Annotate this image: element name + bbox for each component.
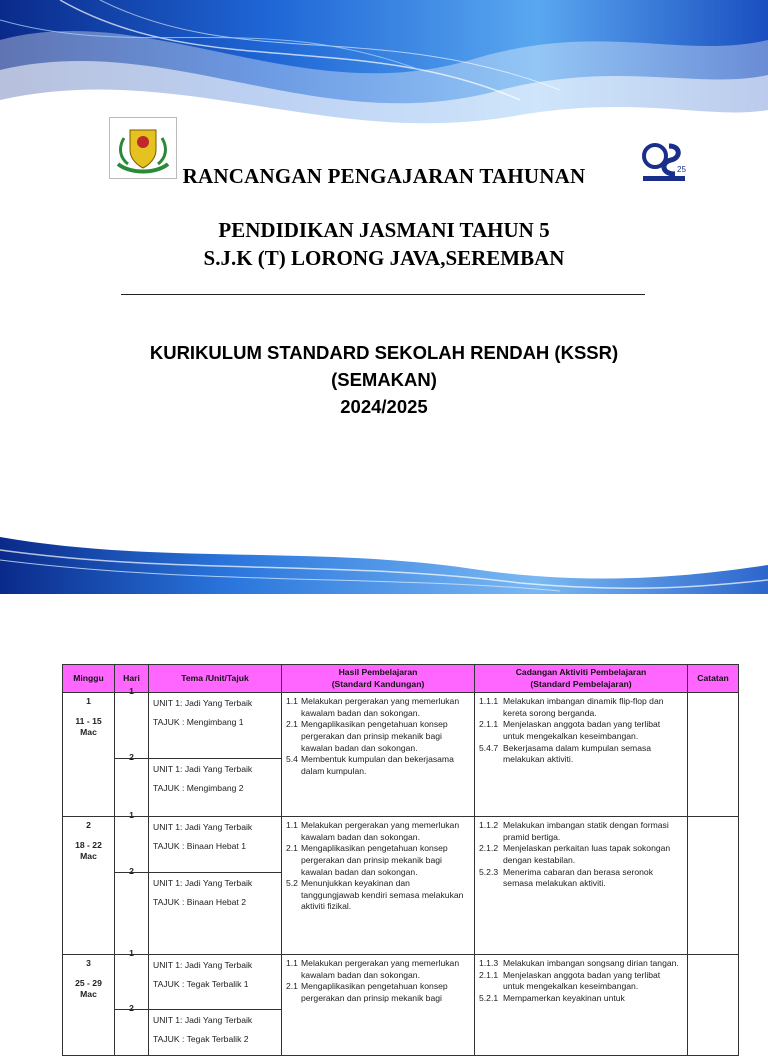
hp-item <box>286 719 470 754</box>
ap-code: 1.1.3 <box>479 958 499 969</box>
ap-item <box>479 719 683 742</box>
unit-unit: UNIT 1: Jadi Yang Terbaik <box>153 822 253 833</box>
day-cell <box>115 810 149 873</box>
aktiviti-cell <box>475 817 688 955</box>
ap-text: Menjelaskan anggota badan yang terlibat untuk mengekalkan keseimbangan. <box>503 969 661 992</box>
header-tema: Tema /Unit/Tajuk <box>149 665 282 693</box>
hp-code: 5.2 <box>286 878 298 889</box>
aktiviti-cell <box>475 955 688 1056</box>
hp-item <box>286 820 470 843</box>
unit-tajuk: TAJUK : Binaan Hebat 2 <box>153 896 246 907</box>
ap-text: Menerima cabaran dan berasa seronok semasa melakukan aktiviti. <box>503 866 654 889</box>
unit-tajuk: TAJUK : Mengimbang 2 <box>153 782 244 793</box>
anniversary-logo-number: 25 <box>677 165 686 174</box>
header-ap-line1: Cadangan Aktiviti Pembelajaran <box>515 667 647 677</box>
week-minggu: 1 <box>86 696 91 707</box>
week-cell <box>63 955 115 1056</box>
day-number: 2 <box>129 1003 134 1014</box>
ap-code: 1.1.1 <box>479 696 499 707</box>
hp-item <box>286 958 470 981</box>
ap-text: Menjelaskan anggota badan yang terlibat untuk mengekalkan keseimbangan. <box>503 719 661 741</box>
curriculum-line-1: KURIKULUM STANDARD SEKOLAH RENDAH (KSSR) <box>149 342 619 363</box>
unit-tajuk: TAJUK : Mengimbang 1 <box>153 716 244 727</box>
lesson-plan-page <box>0 594 768 1044</box>
ap-item <box>479 843 683 866</box>
hp-text: Melakukan pergerakan yang memerlukan kawalam badan dan sokongan. <box>301 696 460 718</box>
unit-cell <box>149 873 282 955</box>
day-cell <box>115 752 149 817</box>
ap-text: Melakukan imbangan statik dengan formasi pramid bertiga. <box>503 820 669 842</box>
aktiviti-cell <box>475 693 688 817</box>
unit-cell <box>149 693 282 759</box>
week-tarikh: 18 - 22 <box>75 839 102 850</box>
ap-text: Melakukan imbangan dinamik flip-flop dan kereta sorong berganda. <box>503 696 664 718</box>
hp-text: Mengaplikasikan pengetahuan konsep pergerakan dan prinsip mekanik bagi kawalan badan dan sokongan. <box>301 719 448 753</box>
hp-code: 2.1 <box>286 981 298 992</box>
header-hasil-pembelajaran <box>282 665 475 693</box>
hp-item <box>286 754 470 777</box>
hp-item <box>286 878 470 913</box>
catatan-cell <box>688 693 739 817</box>
hp-item <box>286 696 470 719</box>
hp-code: 1.1 <box>286 958 298 969</box>
ap-code: 5.2.3 <box>479 866 499 877</box>
unit-unit: UNIT 1: Jadi Yang Terbaik <box>153 960 253 971</box>
unit-tajuk: TAJUK : Tegak Terbalik 1 <box>153 978 249 989</box>
hp-code: 1.1 <box>286 820 298 831</box>
catatan-cell <box>688 817 739 955</box>
day-cell <box>115 866 149 955</box>
hasil-pembelajaran-cell <box>282 817 475 955</box>
ap-text: Menjelaskan perkaitan luas tapak sokongan dengan kestabilan. <box>503 843 671 865</box>
unit-cell <box>149 955 282 1010</box>
ap-code: 5.4.7 <box>479 742 499 753</box>
unit-tajuk: TAJUK : Tegak Terbalik 2 <box>153 1033 249 1044</box>
ap-item <box>479 958 683 970</box>
curriculum-line-2: (SEMAKAN) <box>331 369 437 390</box>
table-row <box>63 693 739 759</box>
day-cell <box>115 1003 149 1056</box>
hp-item <box>286 843 470 878</box>
week-bulan: Mac <box>80 851 97 862</box>
ap-code: 2.1.1 <box>479 719 499 730</box>
ap-text: Melakukan imbangan songsang dirian tangan. <box>503 958 679 969</box>
catatan-cell <box>688 955 739 1056</box>
header-hp-line2: (Standard Kandungan) <box>331 678 425 689</box>
unit-cell <box>149 817 282 873</box>
day-number: 1 <box>129 686 134 697</box>
ap-code: 2.1.1 <box>479 969 499 980</box>
hp-text: Menunjukkan keyakinan dan tanggungjawab kendiri semasa melakukan aktiviti fizikal. <box>301 878 464 912</box>
week-tarikh: 25 - 29 <box>75 977 102 988</box>
blue-wave-banner-bottom <box>0 525 768 594</box>
hp-text: Melakukan pergerakan yang memerlukan kawalam badan dan sokongan. <box>301 820 460 842</box>
hp-item <box>286 981 470 1004</box>
header-cadangan-aktiviti <box>475 665 688 693</box>
ap-item <box>479 970 683 993</box>
ap-text: Mempamerkan keyakinan untuk <box>503 992 625 1003</box>
table-row <box>63 955 739 1010</box>
unit-cell <box>149 759 282 817</box>
day-number: 1 <box>129 810 134 821</box>
week-minggu: 2 <box>86 820 91 831</box>
hasil-pembelajaran-cell <box>282 955 475 1056</box>
cover-title: RANCANGAN PENGAJARAN TAHUNAN <box>182 164 586 188</box>
hp-code: 2.1 <box>286 719 298 730</box>
divider-line <box>121 294 645 295</box>
ap-item <box>479 743 683 766</box>
ap-item <box>479 867 683 890</box>
hp-code: 5.4 <box>286 754 298 765</box>
ap-text: Bekerjasama dalam kumpulan semasa melakukan aktiviti. <box>503 742 652 765</box>
unit-cell <box>149 1010 282 1056</box>
unit-unit: UNIT 1: Jadi Yang Terbaik <box>153 698 253 709</box>
hp-text: Mengaplikasikan pengetahuan konsep pergerakan dan prinsip mekanik bagi <box>301 981 448 1003</box>
hp-text: Melakukan pergerakan yang memerlukan kawalam badan dan sokongan. <box>301 958 460 980</box>
unit-unit: UNIT 1: Jadi Yang Terbaik <box>153 764 253 775</box>
header-hari: Hari <box>115 665 149 693</box>
hasil-pembelajaran-cell <box>282 693 475 817</box>
day-number: 2 <box>129 752 134 763</box>
ap-code: 5.2.1 <box>479 992 499 1003</box>
academic-year: 2024/2025 <box>340 396 428 417</box>
header-minggu: Minggu <box>63 665 115 693</box>
ap-item <box>479 820 683 843</box>
week-tarikh: 11 - 15 <box>75 715 102 726</box>
day-cell <box>115 948 149 1010</box>
week-minggu: 3 <box>86 958 91 969</box>
hp-text: Mengaplikasikan pengetahuan konsep pergerakan dan prinsip mekanik bagi kawalan badan dan sokongan. <box>301 843 448 877</box>
table-header-row <box>63 665 739 693</box>
hp-code: 1.1 <box>286 696 298 707</box>
cover-subject: PENDIDIKAN JASMANI TAHUN 5 <box>218 218 550 242</box>
header-hp-line1: Hasil Pembelajaran <box>338 667 418 677</box>
unit-tajuk: TAJUK : Binaan Hebat 1 <box>153 840 246 851</box>
week-cell <box>63 817 115 955</box>
week-cell <box>63 693 115 817</box>
week-bulan: Mac <box>80 989 97 1000</box>
ap-item <box>479 993 683 1005</box>
day-number: 2 <box>129 866 134 877</box>
unit-unit: UNIT 1: Jadi Yang Terbaik <box>153 878 253 889</box>
table-row <box>63 817 739 873</box>
ap-code: 2.1.2 <box>479 843 499 854</box>
day-cell <box>115 686 149 759</box>
ap-item <box>479 696 683 719</box>
week-bulan: Mac <box>80 727 97 738</box>
day-number: 1 <box>129 948 134 959</box>
header-ap-line2: (Standard Pembelajaran) <box>530 678 632 689</box>
unit-unit: UNIT 1: Jadi Yang Terbaik <box>153 1015 253 1026</box>
ap-code: 1.1.2 <box>479 820 499 831</box>
cover-school: S.J.K (T) LORONG JAVA,SEREMBAN <box>203 246 565 270</box>
lesson-plan-table <box>62 664 739 1056</box>
hp-text: Membentuk kumpulan dan bekerjasama dalam kumpulan. <box>301 754 454 776</box>
hp-code: 2.1 <box>286 843 298 854</box>
header-catatan: Catatan <box>688 665 739 693</box>
